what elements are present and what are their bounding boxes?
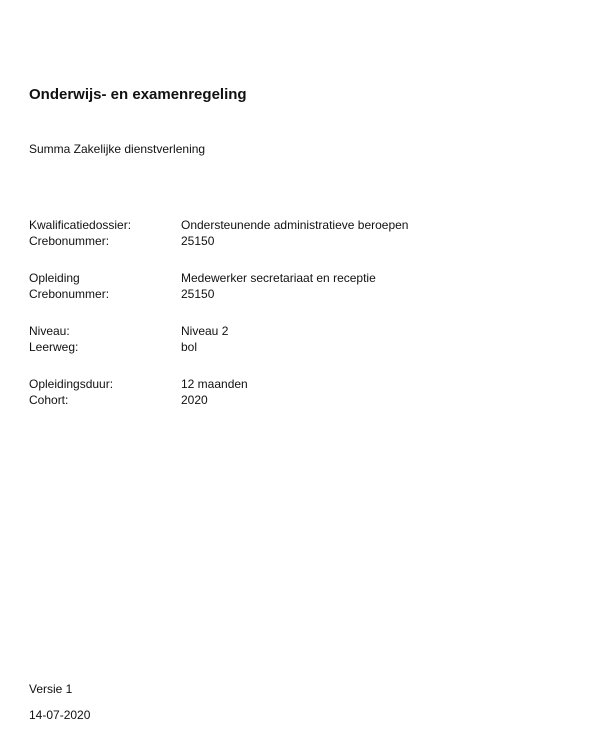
info-label: Cohort: (29, 393, 69, 407)
info-value: Ondersteunende administratieve beroepen (181, 218, 409, 232)
info-label: Crebonummer: (29, 234, 110, 248)
info-label: Opleidingsduur: (29, 377, 114, 391)
info-label: Leerweg: (29, 340, 79, 354)
info-row (29, 376, 549, 392)
info-value: bol (181, 340, 198, 354)
info-group-kwalificatie (29, 217, 549, 249)
info-row (29, 392, 549, 408)
document-title: Onderwijs- en examenregeling (29, 86, 247, 103)
info-label: Kwalificatiedossier: (29, 218, 132, 232)
info-row (29, 286, 549, 302)
info-label: Crebonummer: (29, 287, 110, 301)
info-value: 12 maanden (181, 377, 248, 391)
info-group-duur (29, 376, 549, 408)
info-value: 25150 (181, 234, 215, 248)
info-row (29, 217, 549, 233)
info-row (29, 339, 549, 355)
info-row (29, 233, 549, 249)
info-value: Niveau 2 (181, 324, 229, 338)
info-value: 25150 (181, 287, 215, 301)
info-value: Medewerker secretariaat en receptie (181, 271, 376, 285)
info-group-opleiding (29, 270, 549, 302)
info-group-niveau (29, 323, 549, 355)
info-value: 2020 (181, 393, 208, 407)
info-row (29, 270, 549, 286)
info-row (29, 323, 549, 339)
document-subtitle: Summa Zakelijke dienstverlening (29, 142, 206, 156)
info-label: Opleiding (29, 271, 80, 285)
version-text: Versie 1 (29, 682, 73, 696)
info-label: Niveau: (29, 324, 70, 338)
info-section (29, 217, 549, 429)
date-text: 14-07-2020 (29, 708, 91, 722)
